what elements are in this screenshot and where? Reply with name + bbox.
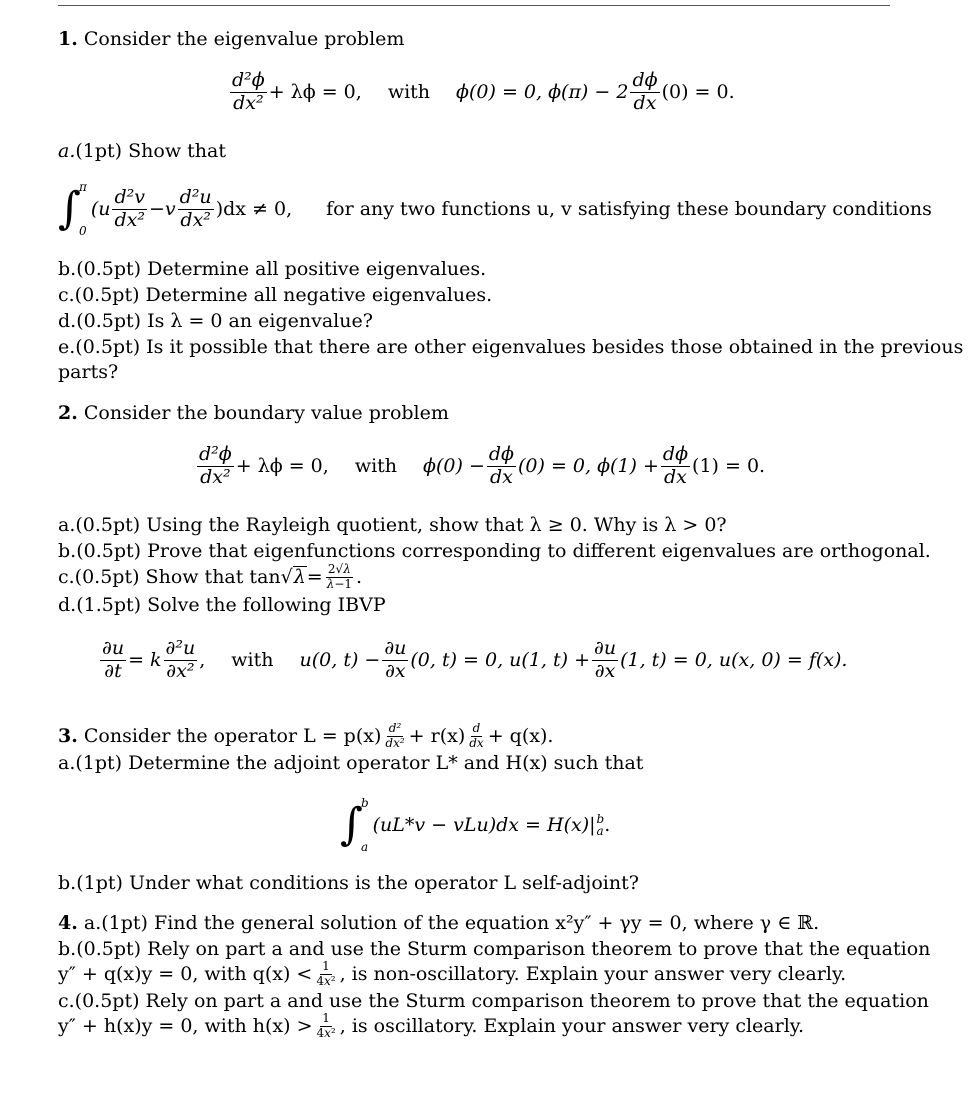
p1-condition: for any two functions u, v satisfying these boundary conditions — [326, 198, 932, 220]
p2-eq-bc1: ϕ(0) − — [423, 455, 485, 478]
p3-intro-mid2: + q(x). — [487, 725, 554, 748]
problem3-integral: ∫ b a (uL*v − vLu)dx = H(x)| b a . — [340, 796, 611, 854]
p2-c-pre: c.(0.5pt) Show that tan — [58, 566, 281, 589]
p1-eq-bc-end: (0) = 0. — [661, 81, 735, 104]
problem4-part-b: b.(0.5pt) Rely on part a and use the Sturm comparison theorem to prove that the equation — [58, 938, 931, 960]
p2-ibvp-bc3: (1, t) = 0, u(x, 0) = f(x). — [620, 649, 848, 672]
problem2-ibvp: $\frac{\partial u}{\partial t}$ = k $\frac{\text{∂²u}}{\text{∂x²}}$ , with u(0, t) − $\frac{\partial u}{\partial x}$ (0, t) = 0, u(1, t) + $\frac{\partial u}{\partial x}$ (1, t) = 0, u(x, 0) = f(x). — [102, 637, 848, 682]
problem3-number: 3. — [58, 725, 78, 748]
p2-ibvp-eq: = k — [128, 649, 162, 672]
problem4-part-c-cont: y″ + h(x)y = 0, with h(x) > $\frac{1}{\text{4x²}}$ , is oscillatory. Explain your answer very clearly. — [58, 1011, 805, 1040]
problem3-heading: 3. Consider the operator L = p(x) $\frac{\text{d²}}{\text{dx²}}$ + r(x) $\frac{d}{dx}$ + q(x). — [58, 721, 554, 750]
p1-eq-bc: ϕ(0) = 0, ϕ(π) − 2 — [456, 81, 629, 104]
p2-eq-bc3: (1) = 0. — [692, 455, 766, 478]
p1-integral-rest: )dx ≠ 0, — [215, 198, 293, 220]
problem1-number: 1. — [58, 28, 78, 50]
problem1-part-c: c.(0.5pt) Determine all negative eigenvalues. — [58, 284, 493, 306]
problem1-equation: $\frac{\text{d²ϕ}}{\text{dx²}}$ + λϕ = 0, with ϕ(0) = 0, ϕ(π) − 2 $\frac{d\phi}{dx}$ (0) = 0. — [232, 69, 735, 114]
p2-eq-lead: + λϕ = 0, — [235, 455, 329, 478]
problem1-part-e: e.(0.5pt) Is it possible that there are other eigenvalues besides those obtained in the previous — [58, 336, 964, 358]
problem2-part-c: c.(0.5pt) Show that tan √λ = $\frac{2√\lambda}{\lambda-1}$ . — [58, 562, 363, 591]
p3-intro-pre: Consider the operator L = p(x) — [83, 725, 382, 748]
problem1-part-a — [58, 140, 226, 162]
problem4-part-a — [58, 912, 819, 934]
p2-ibvp-with: with — [231, 649, 274, 672]
p2-c-eq: = — [306, 566, 323, 589]
p3-integral-body: (uL*v − vLu)dx = H(x)| — [372, 814, 596, 836]
problem4-number: 4. — [58, 912, 78, 934]
p4-a-text: a.(1pt) Find the general solution of the equation x²y″ + γy = 0, where γ ∈ ℝ. — [83, 912, 820, 934]
p3-intro-mid1: + r(x) — [408, 725, 466, 748]
problem1-heading — [58, 28, 404, 50]
problem1-part-d: d.(0.5pt) Is λ = 0 an eigenvalue? — [58, 310, 373, 332]
p4-b2-post: , is non-oscillatory. Explain your answer very clearly. — [339, 963, 847, 986]
problem2-intro: Consider the boundary value problem — [83, 402, 449, 424]
top-rule — [58, 5, 890, 6]
problem1-intro: Consider the eigenvalue problem — [83, 28, 405, 50]
p1-eq-lead: + λϕ = 0, — [268, 81, 362, 104]
problem2-part-a: a.(0.5pt) Using the Rayleigh quotient, show that λ ≥ 0. Why is λ > 0? — [58, 514, 727, 536]
p2-eq-bc2: (0) = 0, ϕ(1) + — [518, 455, 659, 478]
problem2-part-b: b.(0.5pt) Prove that eigenfunctions corresponding to different eigenvalues are orthogonal. — [58, 540, 931, 562]
problem1-integral: ∫ π 0 (u $\frac{\text{d²v}}{\text{dx²}}$ −v $\frac{\text{d²u}}{\text{dx²}}$ )dx ≠ 0, for any two functions u, v satisfying these boundary conditions — [58, 180, 932, 238]
p1-eq-with: with — [387, 81, 431, 104]
problem1-part-b: b.(0.5pt) Determine all positive eigenvalues. — [58, 258, 487, 280]
problem1-part-e-cont: parts? — [58, 361, 119, 383]
problem4-part-b-cont: y″ + q(x)y = 0, with q(x) < $\frac{1}{\text{4x²}}$ , is non-oscillatory. Explain your answer very clearly. — [58, 959, 847, 988]
problem3-part-b: b.(1pt) Under what conditions is the operator L self-adjoint? — [58, 872, 639, 894]
problem4-part-c: c.(0.5pt) Rely on part a and use the Sturm comparison theorem to prove that the equation — [58, 990, 929, 1012]
p4-c2-pre: y″ + h(x)y = 0, with h(x) > — [58, 1015, 313, 1038]
problem2-heading — [58, 402, 449, 424]
p2-ibvp-bc2: (0, t) = 0, u(1, t) + — [410, 649, 591, 672]
p4-c2-post: , is oscillatory. Explain your answer very clearly. — [339, 1015, 805, 1038]
p1-a-text: (1pt) Show that — [75, 140, 226, 162]
p2-eq-with: with — [354, 455, 398, 478]
problem3-part-a: a.(1pt) Determine the adjoint operator L* and H(x) such that — [58, 752, 644, 774]
p4-b2-pre: y″ + q(x)y = 0, with q(x) < — [58, 963, 313, 986]
p1-a-label: a. — [58, 140, 76, 162]
problem2-part-d: d.(1.5pt) Solve the following IBVP — [58, 594, 386, 616]
problem2-equation: $\frac{\text{d²ϕ}}{\text{dx²}}$ + λϕ = 0, with ϕ(0) − $\frac{d\phi}{dx}$ (0) = 0, ϕ(1) + $\frac{d\phi}{dx}$ (1) = 0. — [199, 443, 766, 488]
p2-ibvp-bc1: u(0, t) − — [299, 649, 381, 672]
problem2-number: 2. — [58, 402, 78, 424]
